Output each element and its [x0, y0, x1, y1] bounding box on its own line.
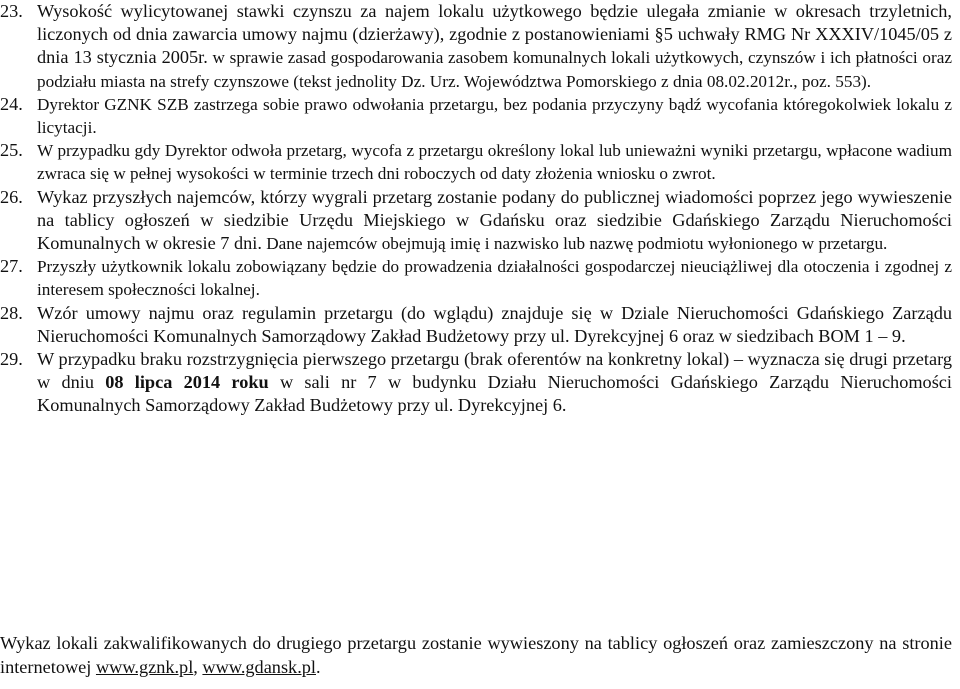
text-run: Przyszły użytkownik lokalu zobowiązany będzie do prowadzenia działalności gospodarczej nieuciążliwej dla otoczenia i zgodnej z interesem społeczności lokalnej.: [37, 257, 952, 300]
list-item-26: [0, 186, 960, 256]
item-number: 24.: [0, 93, 23, 114]
bold-date: 08 lipca 2014 roku: [105, 372, 269, 393]
text-run: Wysokość wylicytowanej stawki czynszu za najem lokalu użytkowego będzie ulegała zmianie w okresach trzyletnich, liczonych od dnia zawarcia umowy najmu (dzierżawy), zgodnie z postanowieniami §5 uchwały RMG Nr XXXIV/1045/05 z dnia 13 stycznia 2005r.: [37, 1, 952, 68]
item-number: 23.: [0, 1, 23, 21]
footer-paragraph: [0, 631, 952, 679]
item-number: 26.: [0, 186, 23, 207]
text-run: Wzór umowy najmu oraz regulamin przetargu (do wglądu) znajduje się w Dziale Nieruchomości Gdańskiego Zarządu Nieruchomości Komunalnych Samorządowy Zakład Budżetowy przy ul. Dyrekcyjnej 6 oraz w siedzibach BOM 1 – 9.: [37, 302, 952, 346]
item-text: [37, 186, 952, 256]
item-text: [37, 348, 952, 418]
text-run: Dyrektor GZNK SZB zastrzega sobie prawo odwołania przetargu, bez podania przyczyny bądź wycofania któregokolwiek lokalu z licytacji.: [37, 94, 952, 138]
item-number: 27.: [0, 256, 23, 277]
text-run: Dane najemców obejmują imię i nazwisko lub nazwę podmiotu wyłonionego w przetargu.: [261, 234, 888, 254]
footer-text: Wykaz lokali zakwalifikowanych do drugiego przetargu zostanie wywieszony na tablicy ogłoszeń oraz zamieszczony na stronie internetowej: [0, 633, 952, 677]
text-run: w sprawie zasad gospodarowania zasobem komunalnych lokali użytkowych, czynszów i ich płatności oraz podziału miasta na strefy czynszowe (tekst jednolity Dz. Urz. Województwa Pomorskiego z dnia 08.02.2012r., poz. 553).: [37, 48, 952, 91]
list-item-23: [0, 0, 960, 93]
list-item-27: [0, 255, 960, 301]
text-run: W przypadku gdy Dyrektor odwoła przetarg, wycofa z przetargu określony lokal lub unieważni wyniki przetargu, wpłacone wadium zwraca się w pełnej wysokości w terminie trzech dni roboczych od daty złożenia wniosku o zwrot.: [37, 141, 952, 184]
footer-separator: ,: [193, 657, 203, 677]
text-run: W przypadku braku rozstrzygnięcia pierwszego przetargu (brak oferentów na konkretny lokal) – wyznacza się drugi przetarg w dniu: [37, 349, 952, 393]
footer-end: .: [316, 657, 321, 677]
item-text: [37, 139, 952, 185]
item-text: [37, 93, 952, 139]
item-text: [37, 255, 952, 301]
text-run: Wykaz przyszłych najemców, którzy wygrali przetarg zostanie podany do publicznej wiadomości poprzez jego wywieszenie na tablicy ogłoszeń w siedzibie Urzędu Miejskiego w Gdańsku oraz siedzibie Gdańskiego Zarządu Nieruchomości Komunalnych w okresie 7 dni.: [37, 186, 952, 254]
item-text: [37, 302, 952, 348]
item-number: 28.: [0, 302, 23, 323]
list-item-29: [0, 348, 960, 418]
link-gdansk[interactable]: www.gdansk.pl: [202, 657, 316, 677]
list-item-28: [0, 302, 960, 348]
list-item-25: [0, 139, 960, 185]
text-run: w sali nr 7 w budynku Działu Nieruchomości Gdańskiego Zarządu Nieruchomości Komunalnych Samorządowy Zakład Budżetowy przy ul. Dyrekcyjnej 6.: [37, 372, 953, 416]
item-number: 25.: [0, 140, 23, 161]
item-number: 29.: [0, 349, 23, 370]
list-item-24: [0, 93, 960, 139]
link-gznk[interactable]: www.gznk.pl: [95, 657, 194, 677]
item-text: [37, 0, 952, 93]
